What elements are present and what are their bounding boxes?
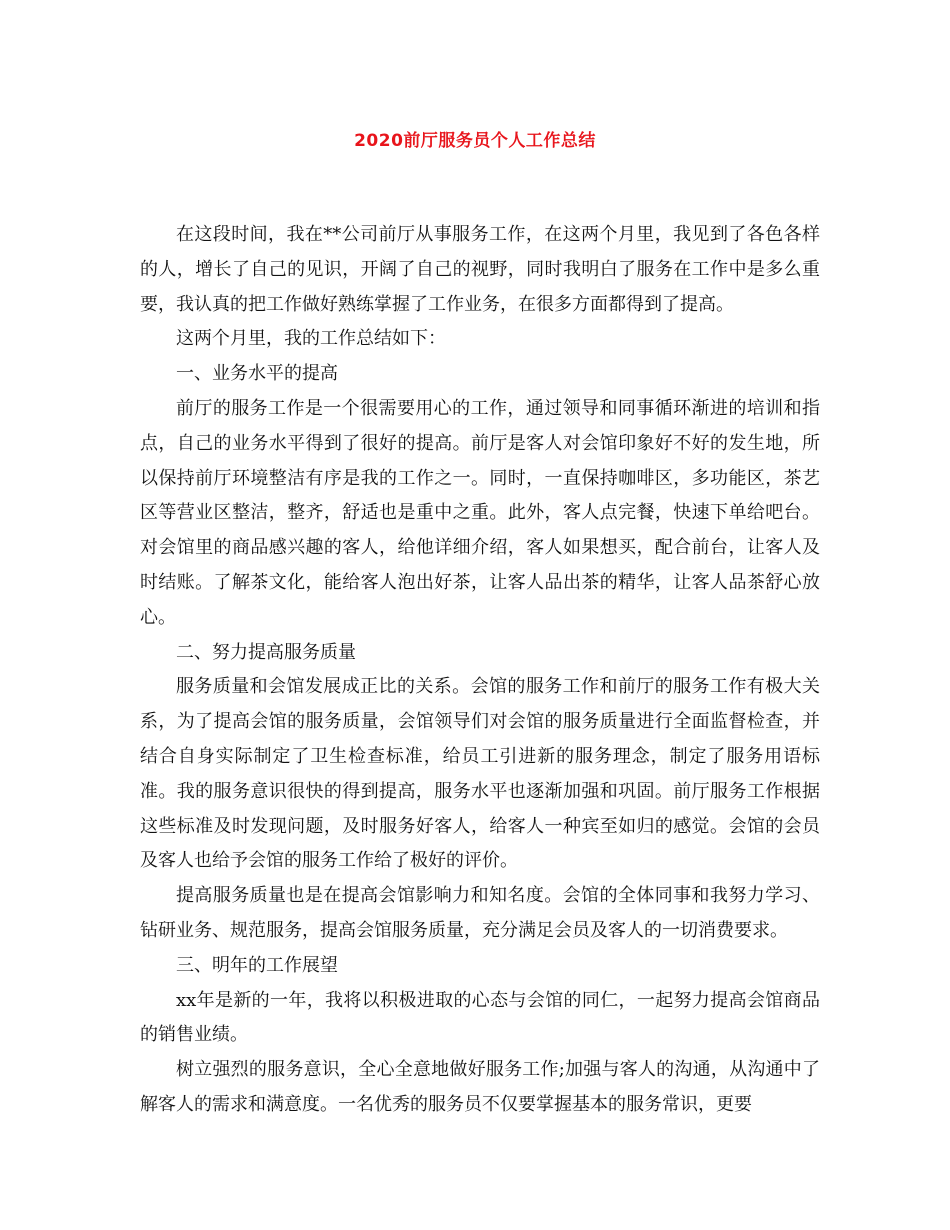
paragraph-section-2b: 提高服务质量也是在提高会馆影响力和知名度。会馆的全体同事和我努力学习、钻研业务、规范服务，提高会馆服务质量，充分满足会员及客人的一切消费要求。 — [140, 885, 820, 941]
document-title: 2020前厅服务员个人工作总结 — [354, 131, 596, 151]
paragraph-section-2a: 服务质量和会馆发展成正比的关系。会馆的服务工作和前厅的服务工作有极大关系，为了提高会馆的服务质量，会馆领导们对会馆的服务质量进行全面监督检查，并结合自身实际制定了卫生检查标准，给员工引进新的服务理念，制定了服务用语标准。我的服务意识很快的得到提高，服务水平也逐渐加强和巩固。前厅服务工作根据这些标准及时发现问题，及时服务好客人，给客人一种宾至如归的感觉。会馆的会员及客人也给予会馆的服务工作给了极好的评价。 — [140, 676, 820, 872]
paragraph-section-3a: xx年是新的一年，我将以积极进取的心态与会馆的同仁，一起努力提高会馆商品的销售业绩。 — [140, 989, 820, 1046]
section-heading-1: 一、业务水平的提高 — [176, 363, 338, 385]
section-heading-2: 二、努力提高服务质量 — [176, 641, 356, 663]
section-heading-3: 三、明年的工作展望 — [176, 954, 338, 976]
paragraph-summary-lead: 这两个月里，我的工作总结如下： — [176, 328, 446, 350]
paragraph-section-1: 前厅的服务工作是一个很需要用心的工作，通过领导和同事循环渐进的培训和指点，自己的业务水平得到了很好的提高。前厅是客人对会馆印象好不好的发生地，所以保持前厅环境整洁有序是我的工作之一。同时，一直保持咖啡区，多功能区，茶艺区等营业区整洁，整齐，舒适也是重中之重。此外，客人点完餐，快速下单给吧台。对会馆里的商品感兴趣的客人，给他详细介绍，客人如果想买，配合前台，让客人及时结账。了解茶文化，能给客人泡出好茶，让客人品出茶的精华，让客人品茶舒心放心。 — [140, 397, 820, 628]
paragraph-intro: 在这段时间，我在**公司前厅从事服务工作，在这两个月里，我见到了各色各样的人，增长了自己的见识，开阔了自己的视野，同时我明白了服务在工作中是多么重要，我认真的把工作做好熟练掌握了工作业务，在很多方面都得到了提高。 — [140, 224, 820, 315]
paragraph-section-3b: 树立强烈的服务意识，全心全意地做好服务工作;加强与客人的沟通，从沟通中了解客人的需求和满意度。一名优秀的服务员不仅要掌握基本的服务常识，更要 — [140, 1059, 820, 1115]
document-body — [140, 218, 820, 1123]
